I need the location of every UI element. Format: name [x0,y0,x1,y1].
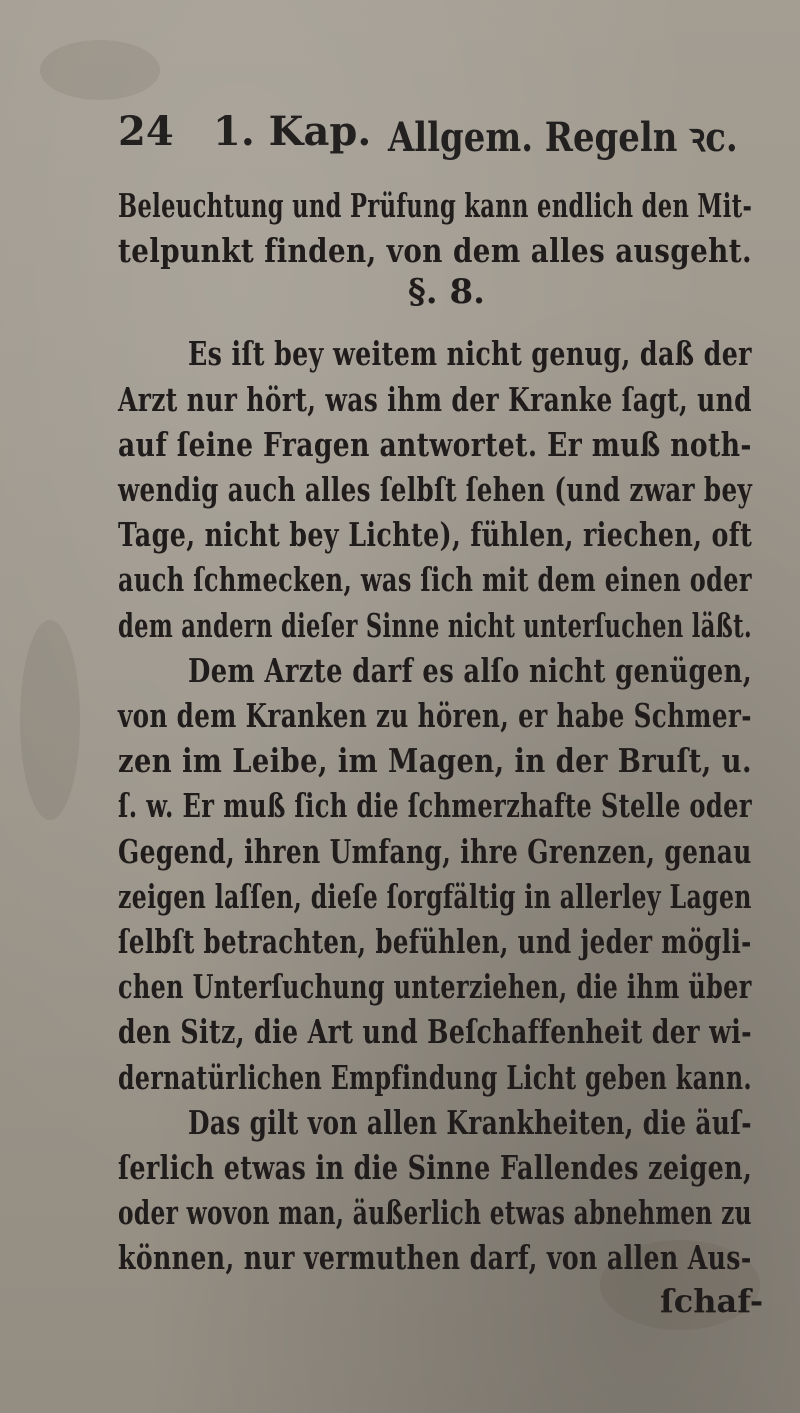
text-line: ſerlich etwas in die Sinne Fallendes zeigen, [118,1148,753,1187]
running-title: Allgem. Regeln ꝛc. [388,114,738,161]
text-line: chen Unterſuchung unterziehen, die ihm über [118,967,752,1007]
paper-stain [20,620,80,820]
paper-stain [40,40,160,100]
text-line: den Sitz, die Art und Beſchaffenheit der wi- [118,1012,753,1052]
text-line: können, nur vermuthen darf, von allen Aus- [118,1238,752,1278]
text-line: auf ſeine Fragen antwortet. Er muß noth- [118,424,752,464]
text-line: Gegend, ihren Umfang, ihre Grenzen, genau [118,831,752,871]
chapter-label: 1. Kap. [213,108,372,155]
text-line: dernatürlichen Empfindung Licht geben kann. [118,1057,752,1097]
paragraph-mark: §. 8. [408,272,485,313]
text-line: zen im Leibe, im Magen, in der Bruſt, u. [118,741,752,781]
text-line: Dem Arzte darf es alſo nicht genügen, [188,650,753,690]
text-line: von dem Kranken zu hören, er habe Schmer- [118,696,752,735]
text-line: Arzt nur hört, was ihm der Kranke ſagt, und [118,379,752,419]
text-line: dem andern dieſer Sinne nicht unterſuchen läßt. [118,605,753,645]
text-line: Tage, nicht bey Lichte), fühlen, riechen, oft [118,515,753,555]
catchword: ſchaf- [660,1281,764,1320]
text-line: oder wovon man, äußerlich etwas abnehmen zu [118,1193,752,1233]
page-number: 24 [118,108,174,155]
text-line: ſ. w. Er muß ſich die ſchmerzhafte Stelle oder [118,786,752,826]
running-header [118,108,738,161]
text-line: Es iſt bey weitem nicht genug, daß der [188,334,752,374]
text-line: Beleuchtung und Prüfung kann endlich den Mit- [118,186,753,225]
text-line: Das gilt von allen Krankheiten, die äuſ- [188,1102,752,1142]
text-line: telpunkt finden, von dem alles ausgeht. [118,231,753,271]
text-line: zeigen laſſen, dieſe ſorgfältig in allerley Lagen [118,876,752,916]
text-line: wendig auch alles ſelbſt ſehen (und zwar bey [118,470,753,509]
text-line: ſelbſt betrachten, befühlen, und jeder mögli- [118,922,752,961]
text-line: auch ſchmecken, was ſich mit dem einen oder [118,560,752,600]
